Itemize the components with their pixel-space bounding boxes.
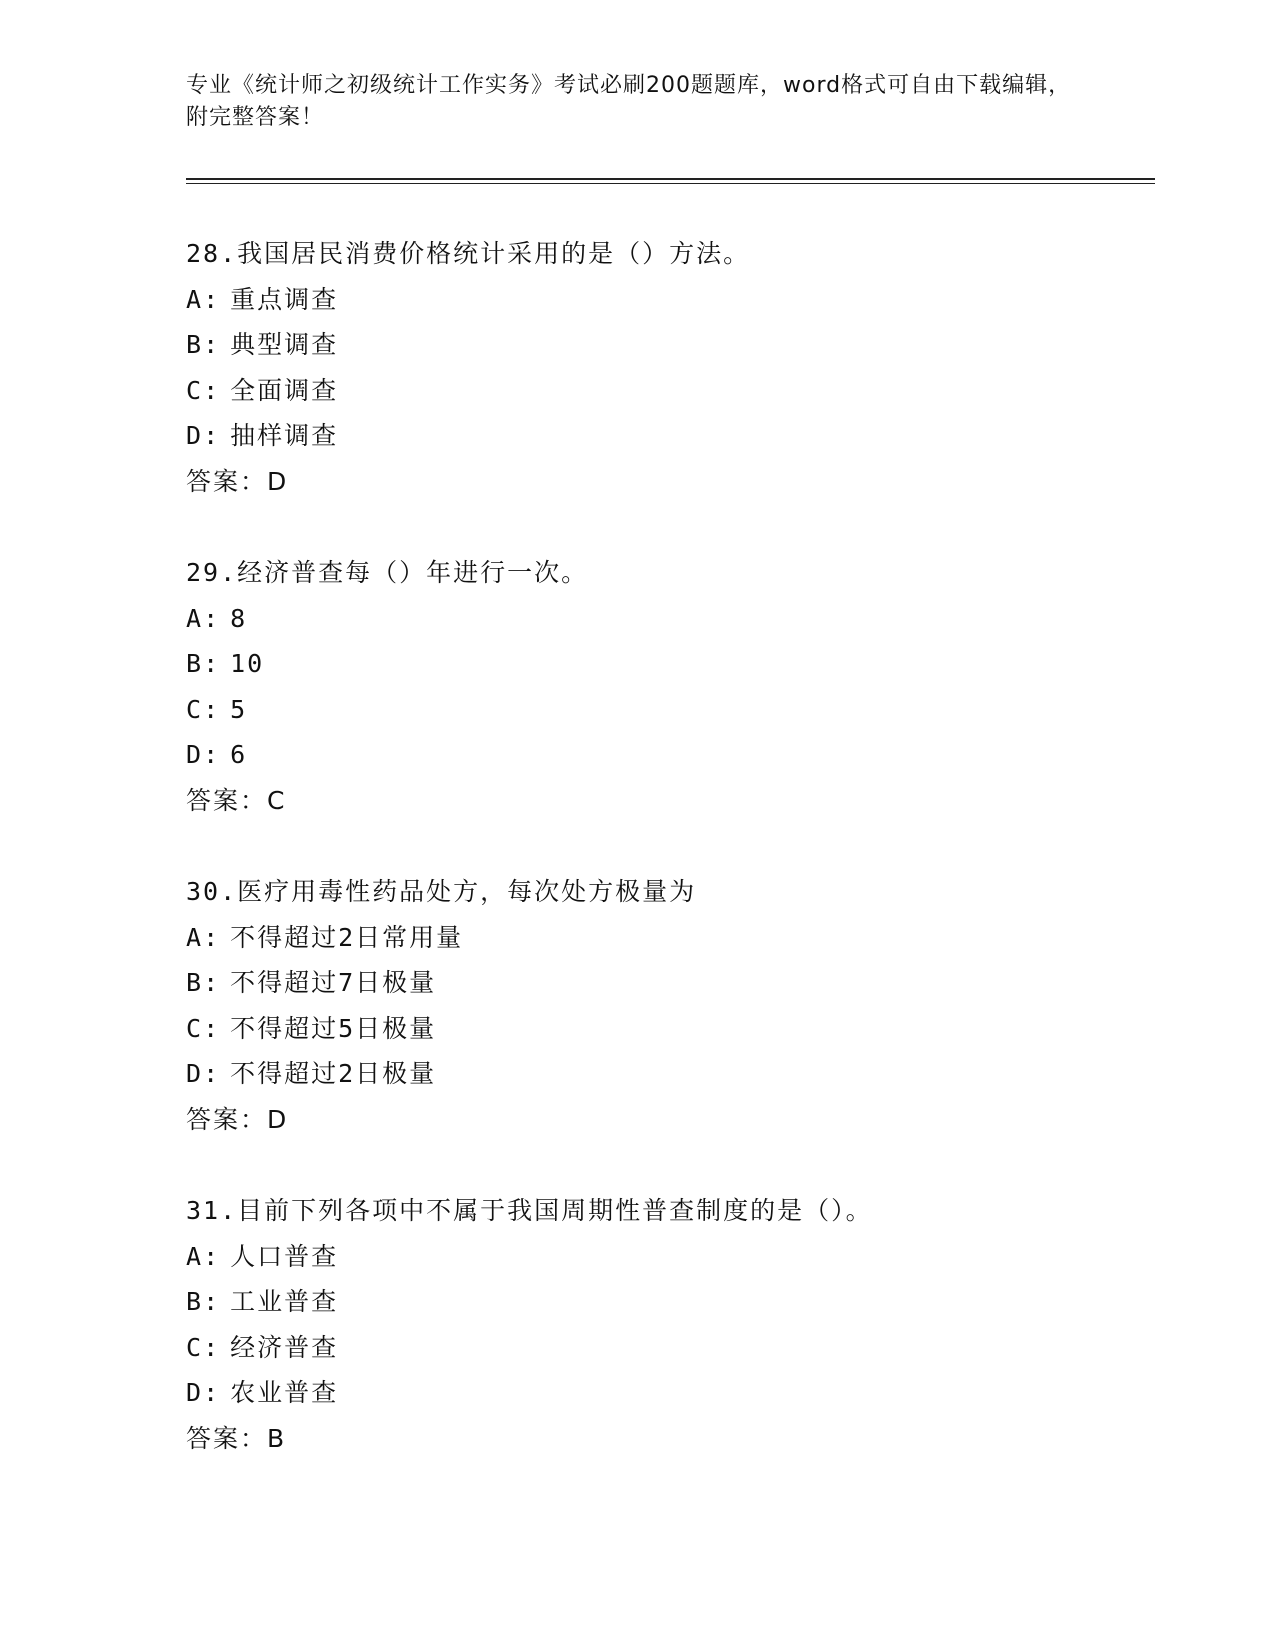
option-letter: D: [186, 1378, 204, 1407]
option-text: 抽样调查: [230, 421, 339, 450]
option-letter: B: [186, 968, 204, 997]
option-letter: D: [186, 1059, 204, 1088]
option-separator: :: [203, 284, 221, 314]
option-letter: D: [186, 421, 204, 450]
answer-line: 答案：B: [186, 1423, 287, 1453]
option-d: [186, 732, 1146, 778]
option-letter: C: [186, 375, 204, 405]
option-a: [186, 277, 1146, 323]
header-intro-text: 专业《统计师之初级统计工作实务》考试必刷200题题库，word格式可自由下载编辑，附完整答案！: [186, 73, 1072, 130]
answer-line: 答案：D: [186, 1104, 289, 1134]
header-divider-thin: [186, 183, 1155, 184]
header-divider-thick: [186, 178, 1155, 180]
option-separator: :: [203, 1332, 221, 1362]
option-letter: B: [186, 1287, 204, 1316]
option-separator: :: [203, 649, 221, 678]
option-b: [186, 641, 1146, 687]
option-text: 农业普查: [230, 1378, 339, 1407]
option-separator: :: [203, 1378, 221, 1407]
option-text: 6: [230, 740, 248, 769]
option-b: [186, 322, 1146, 368]
option-separator: :: [203, 694, 221, 724]
option-separator: :: [203, 922, 221, 952]
option-letter: D: [186, 740, 204, 769]
option-letter: C: [186, 1332, 204, 1362]
option-text: 不得超过7日极量: [230, 968, 437, 997]
option-text: 重点调查: [230, 284, 339, 314]
option-text: 10: [230, 649, 265, 678]
option-d: [186, 1051, 1146, 1097]
question-stem: 30.医疗用毒性药品处方，每次处方极量为: [186, 877, 697, 906]
answer-line: 答案：D: [186, 466, 289, 496]
option-letter: B: [186, 330, 204, 359]
question-30: [186, 869, 1146, 1142]
option-text: 不得超过2日极量: [230, 1059, 437, 1088]
question-28: [186, 231, 1146, 504]
option-c: [186, 368, 1146, 414]
option-a: [186, 596, 1146, 642]
option-separator: :: [203, 603, 221, 633]
option-letter: B: [186, 649, 204, 678]
option-b: [186, 960, 1146, 1006]
option-text: 不得超过5日极量: [230, 1013, 437, 1043]
option-c: [186, 687, 1146, 733]
option-a: [186, 1234, 1146, 1280]
question-29: [186, 550, 1146, 823]
option-text: 全面调查: [230, 375, 339, 405]
option-text: 8: [230, 603, 248, 633]
question-stem: 29.经济普查每（）年进行一次。: [186, 558, 589, 587]
option-text: 典型调查: [230, 330, 339, 359]
option-letter: C: [186, 694, 204, 724]
option-separator: :: [203, 1287, 221, 1316]
option-letter: A: [186, 1241, 204, 1271]
option-letter: C: [186, 1013, 204, 1043]
option-text: 经济普查: [230, 1332, 339, 1362]
option-separator: :: [203, 1059, 221, 1088]
option-separator: :: [203, 1241, 221, 1271]
option-text: 不得超过2日常用量: [230, 922, 464, 952]
option-separator: :: [203, 375, 221, 405]
option-text: 人口普查: [230, 1241, 339, 1271]
option-letter: A: [186, 284, 204, 314]
option-d: [186, 413, 1146, 459]
option-text: 5: [230, 694, 248, 724]
option-separator: :: [203, 330, 221, 359]
option-a: [186, 915, 1146, 961]
option-letter: A: [186, 922, 204, 952]
document-header: [186, 70, 1076, 134]
option-separator: :: [203, 740, 221, 769]
question-stem: 31.目前下列各项中不属于我国周期性普查制度的是（）。: [186, 1196, 873, 1225]
option-text: 工业普查: [230, 1287, 339, 1316]
option-letter: A: [186, 603, 204, 633]
option-separator: :: [203, 1013, 221, 1043]
answer-line: 答案：C: [186, 785, 287, 815]
question-31: [186, 1188, 1146, 1461]
option-d: [186, 1370, 1146, 1416]
option-b: [186, 1279, 1146, 1325]
question-stem: 28.我国居民消费价格统计采用的是（）方法。: [186, 239, 751, 268]
option-separator: :: [203, 421, 221, 450]
option-separator: :: [203, 968, 221, 997]
option-c: [186, 1325, 1146, 1371]
option-c: [186, 1006, 1146, 1052]
